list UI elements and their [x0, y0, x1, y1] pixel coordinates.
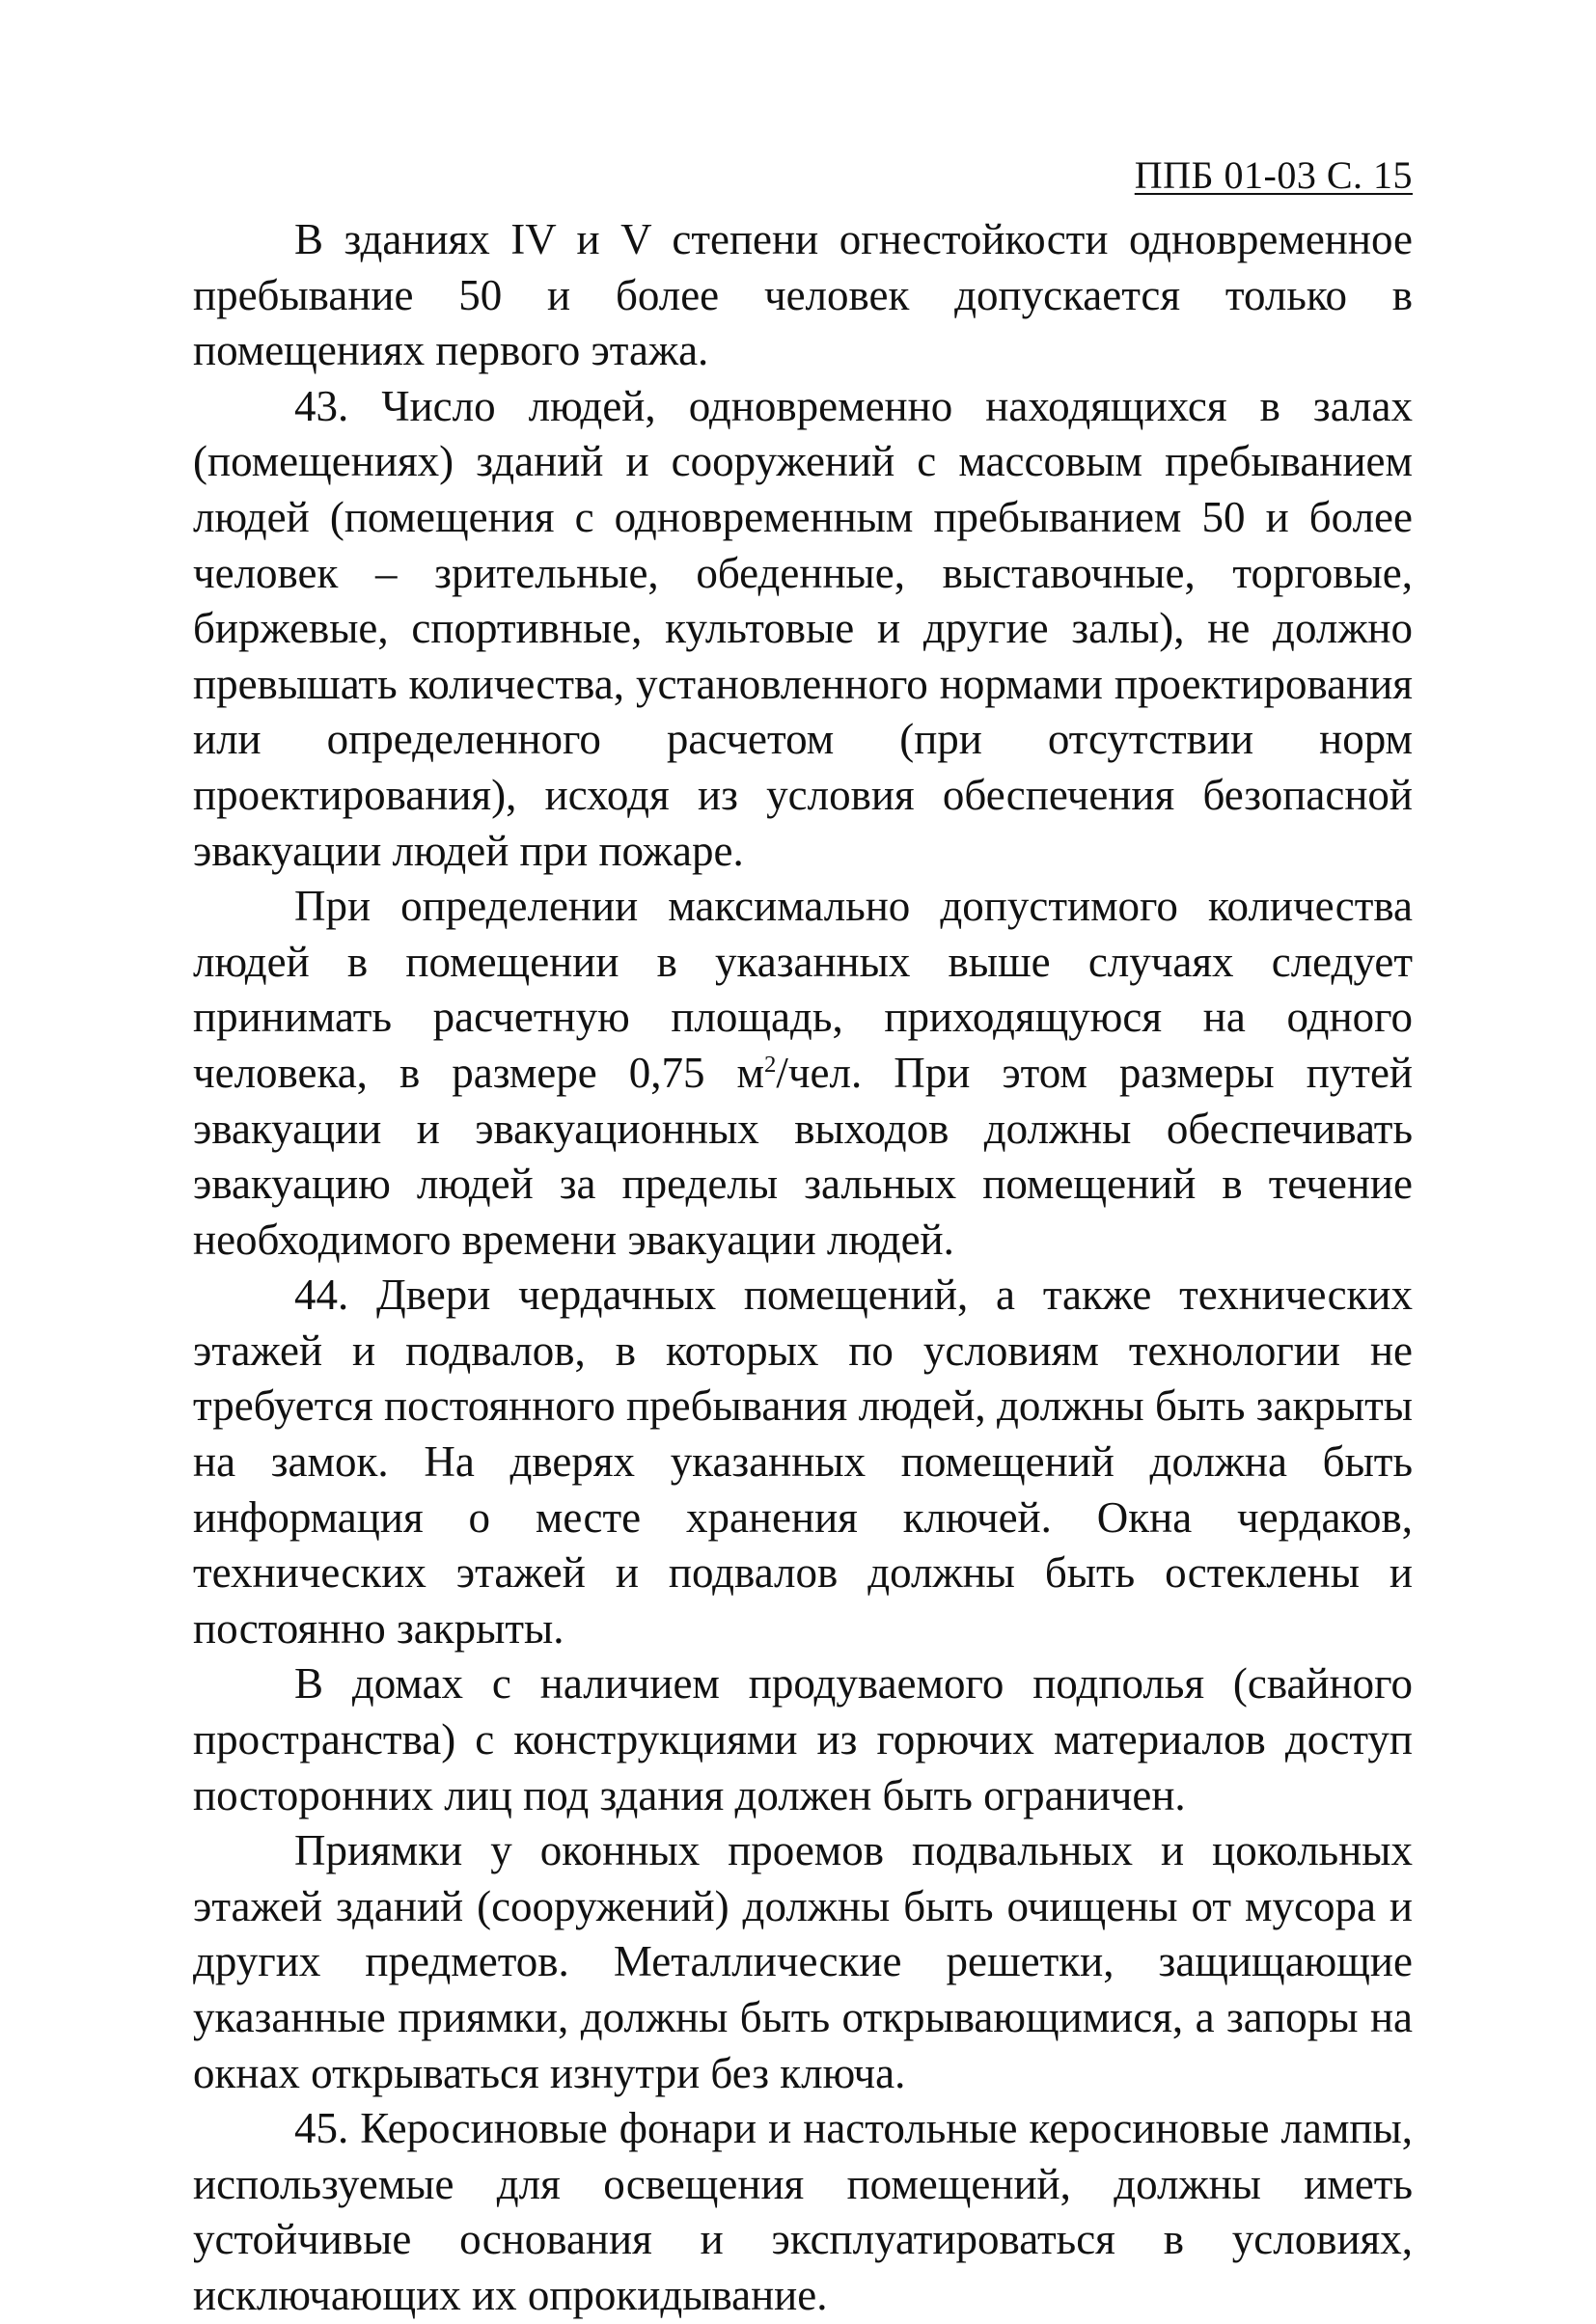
running-header: ППБ 01-03 С. 15 — [1134, 153, 1413, 197]
paragraph-fire-resistance-iv-v: В зданиях IV и V степени огнестойкости одновременное пребывание 50 и более человек допускается только в помещениях первого этажа. — [193, 215, 1413, 375]
square-meter-superscript: 2 — [764, 1051, 777, 1078]
paragraph-ventilated-underfloor: В домах с наличием продуваемого подполья (свайного пространства) с конструкциями из горючих материалов доступ посторонних лиц под здания должен быть ограничен. — [193, 1659, 1413, 1819]
paragraph-item-44: 44. Двери чердачных помещений, а также технических этажей и подвалов, в которых по условиям технологии не требуется постоянного пребывания людей, должны быть закрыты на замок. На дверях указанных помещений должна быть информация о месте хранения ключей. Окна чердаков, технических этажей и подвалов должны быть остеклены и постоянно закрыты. — [193, 1271, 1413, 1653]
paragraph-max-occupancy — [193, 879, 1413, 1268]
paragraph-item-43: 43. Число людей, одновременно находящихся в залах (помещениях) зданий и сооружений с массовым пребыванием людей (помещения с одновременным пребыванием 50 и более человек – зрительные, обеденные, выставочные, торговые, биржевые, спортивные, культовые и другие залы), не должно превышать количества, установленного нормами проектирования или определенного расчетом (при отсутствии норм проектирования), исходя из условия обеспечения безопасной эвакуации людей при пожаре. — [193, 381, 1413, 875]
max-occupancy-text-end: /чел. При этом размеры путей эвакуации и эвакуационных выходов должны обеспечивать эвакуацию людей за пределы зальных помещений в течение необходимого времени эвакуации людей. — [193, 1048, 1413, 1264]
paragraph-item-45: 45. Керосиновые фонари и настольные керосиновые лампы, используемые для освещения помещений, должны иметь устойчивые основания и эксплуатироваться в условиях, исключающих их опрокидывание. — [193, 2104, 1413, 2319]
max-occupancy-text-start: При определении максимально допустимого количества людей в помещении в указанных выше случаях следует принимать расчетную площадь, приходящуюся на одного человека, в размере 0,75 м — [193, 882, 1413, 1097]
paragraph-window-pits: Приямки у оконных проемов подвальных и цокольных этажей зданий (сооружений) должны быть очищены от мусора и других предметов. Металлические решетки, защищающие указанные приямки, должны быть открывающимися, а запоры на окнах открываться изнутри без ключа. — [193, 1826, 1413, 2097]
document-body — [193, 212, 1413, 2324]
